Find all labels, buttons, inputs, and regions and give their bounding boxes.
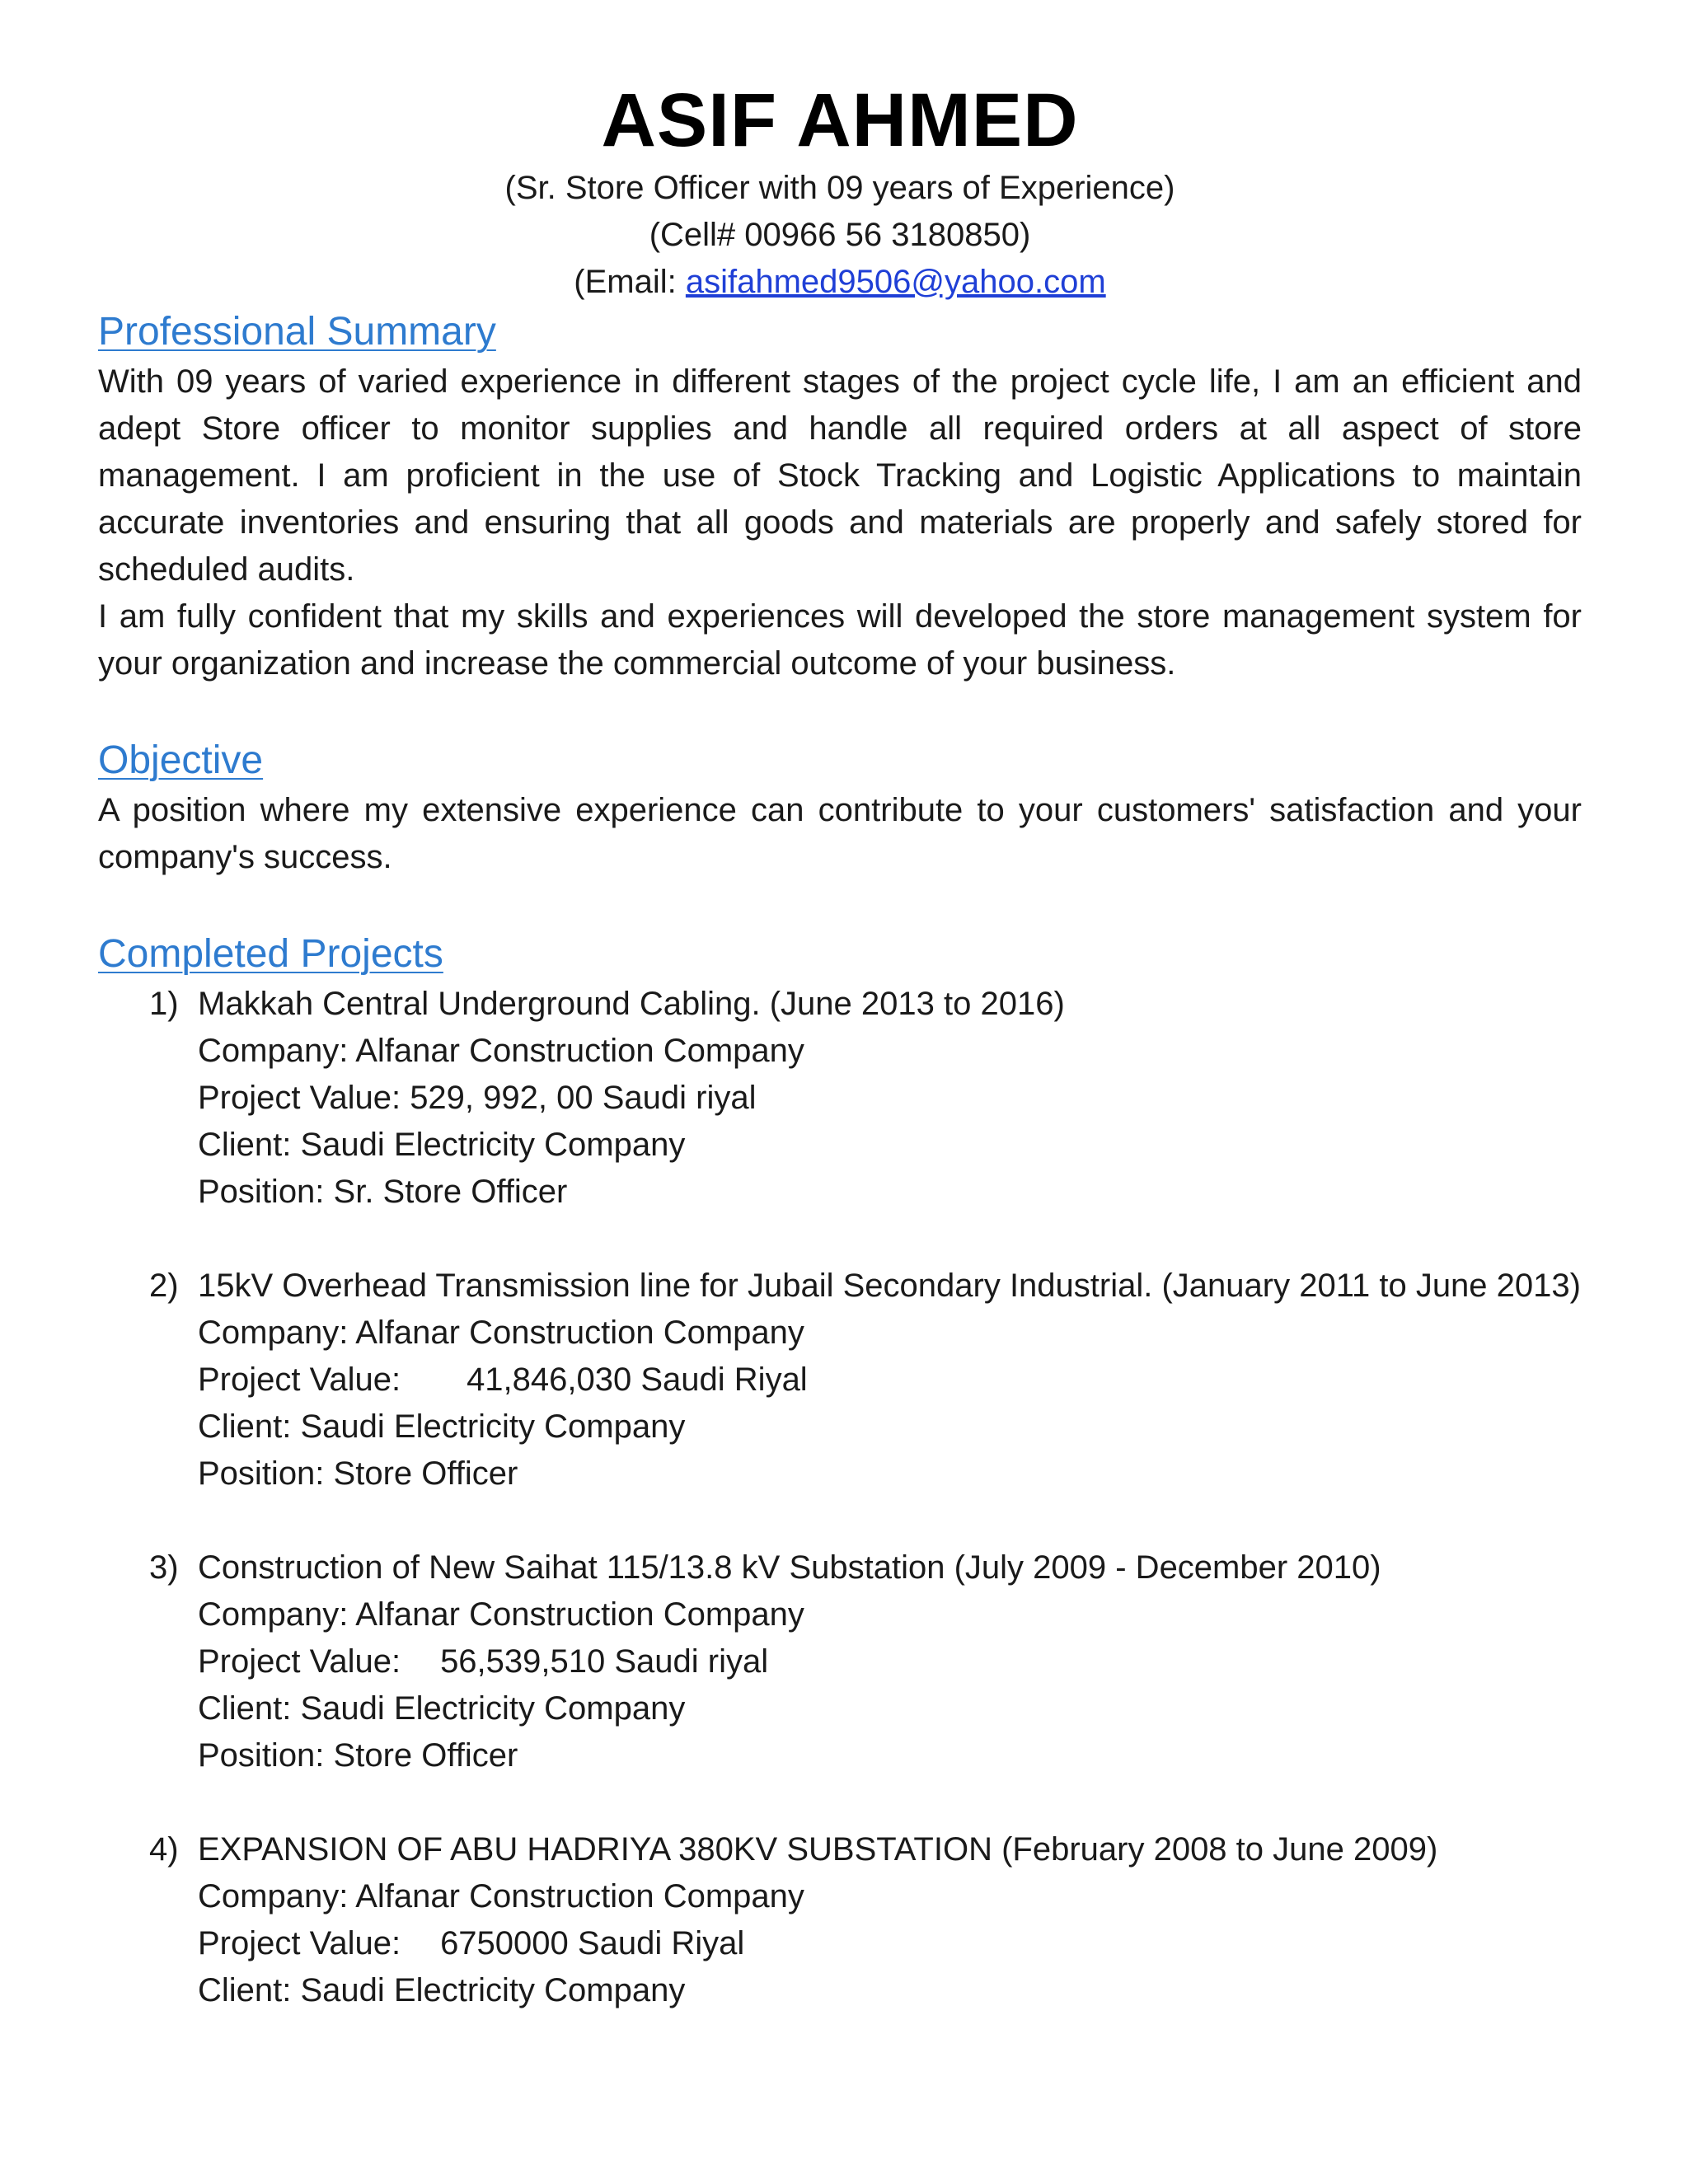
resume-content [98,76,1582,2014]
spacer [98,881,1582,928]
project-company: Company: Alfanar Construction Company [198,1878,804,1915]
project-title: EXPANSION OF ABU HADRIYA 380KV SUBSTATION (February 2008 to June 2009) [198,1831,1438,1868]
project-client: Client: Saudi Electricity Company [198,1690,686,1727]
summary-paragraph-1: With 09 years of varied experience in different stages of the project cycle life, I am an efficient and adept Store officer to monitor supplies and handle all required orders at all aspect of store management. I am proficient in the use of Stock Tracking and Logistic Applications to maintain accurate inventories and ensuring that all goods and materials are properly and safely stored for scheduled audits. [98,363,1582,588]
project-item [98,1544,1582,1779]
project-position: Position: Store Officer [198,1455,518,1492]
email-link[interactable]: asifahmed9506@yahoo.com [685,264,1106,300]
project-value-label: Project Value: [198,1643,401,1680]
candidate-email-line [98,259,1582,306]
project-number: 3) [149,1549,179,1586]
project-value-line [198,1920,1582,1967]
project-value: 56,539,510 Saudi riyal [440,1643,769,1680]
spacer [98,687,1582,734]
project-position: Position: Store Officer [198,1737,518,1774]
project-company: Company: Alfanar Construction Company [198,1315,804,1351]
spacer [98,1497,1582,1544]
project-title: 15kV Overhead Transmission line for Jubail Secondary Industrial. (January 2011 to June 2013) [198,1268,1581,1304]
project-company: Company: Alfanar Construction Company [198,1596,804,1633]
project-position: Position: Sr. Store Officer [198,1174,568,1210]
project-client: Client: Saudi Electricity Company [198,1127,686,1163]
summary-paragraph-2: I am fully confident that my skills and experiences will developed the store management system for your organization and increase the commercial outcome of your business. [98,598,1582,682]
objective-heading: Objective [98,738,264,782]
project-title: Makkah Central Underground Cabling. (June 2013 to 2016) [198,986,1065,1022]
project-item [98,1263,1582,1497]
project-number: 2) [149,1268,179,1304]
project-item [98,1826,1582,2014]
project-value-label: Project Value: [198,1361,401,1398]
project-value-line [198,1638,1582,1685]
project-client: Client: Saudi Electricity Company [198,1972,686,2008]
project-number: 4) [149,1831,179,1868]
project-value-line [198,1357,1582,1404]
spacer [98,1216,1582,1263]
project-value-line [198,1075,1582,1122]
objective-text: A position where my extensive experience can contribute to your customers' satisfaction and your company's success. [98,792,1582,875]
professional-summary-heading: Professional Summary [98,310,496,354]
projects-list [98,981,1582,2014]
project-value-label: Project Value: [198,1925,401,1961]
project-company: Company: Alfanar Construction Company [198,1033,804,1069]
project-title: Construction of New Saihat 115/13.8 kV Substation (July 2009 - December 2010) [198,1549,1381,1586]
project-value: 529, 992, 00 Saudi riyal [410,1080,757,1116]
candidate-subtitle: (Sr. Store Officer with 09 years of Experience) [504,170,1175,206]
project-value: 41,846,030 Saudi Riyal [467,1361,808,1398]
candidate-cell: (Cell# 00966 56 3180850) [649,217,1031,253]
completed-projects-heading: Completed Projects [98,932,443,976]
email-prefix: (Email: [574,264,686,300]
candidate-name: ASIF AHMED [601,78,1079,162]
project-value: 6750000 Saudi Riyal [440,1925,745,1961]
project-client: Client: Saudi Electricity Company [198,1408,686,1445]
spacer [98,1779,1582,1826]
project-value-label: Project Value: [198,1080,401,1116]
project-number: 1) [149,986,179,1022]
project-item [98,981,1582,1216]
